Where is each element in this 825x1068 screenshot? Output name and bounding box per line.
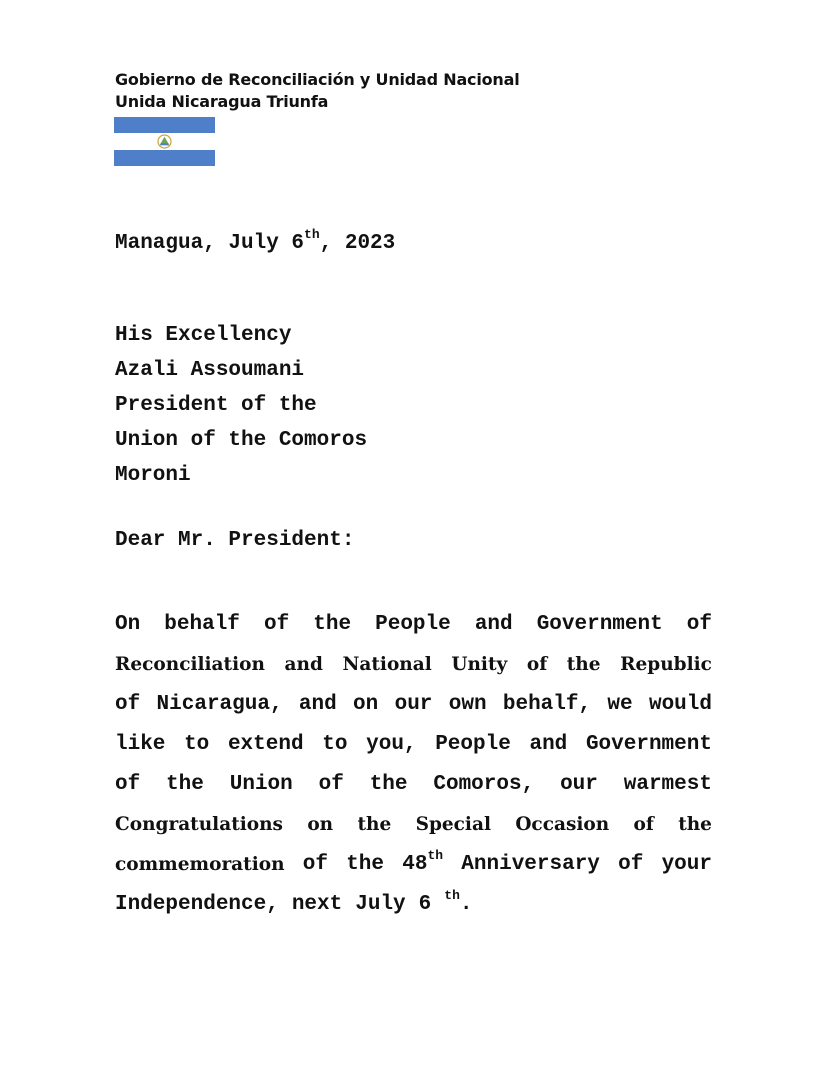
body-word: Reconciliation	[115, 654, 265, 675]
date-year: , 2023	[319, 232, 396, 255]
body-word: our	[394, 693, 433, 716]
independence-day: 6	[418, 893, 432, 916]
body-line-8	[115, 885, 712, 925]
body-word: Anniversary	[461, 853, 600, 876]
body-word: our	[560, 773, 598, 796]
body-word: would	[648, 693, 712, 716]
body-line-3	[115, 685, 712, 725]
body-line-5	[115, 765, 712, 805]
body-word: Nicaragua,	[156, 693, 283, 716]
body-word: of	[633, 814, 654, 835]
body-word: we	[607, 693, 633, 716]
anniversary-ordinal: th	[427, 848, 444, 863]
body-word: the	[369, 773, 408, 796]
body-word: behalf	[164, 613, 240, 636]
body-word: extend	[227, 733, 304, 756]
body-word: warmest	[623, 773, 712, 796]
independence-date	[419, 885, 473, 925]
body-line-6	[115, 805, 712, 845]
body-word: behalf,	[502, 693, 592, 716]
body-word: July	[355, 893, 406, 916]
body-word: to	[322, 733, 348, 756]
salutation: Dear Mr. President:	[115, 529, 355, 552]
body-word: Special	[415, 814, 491, 835]
body-line-2	[115, 645, 712, 685]
body-word: On	[115, 613, 141, 636]
letterhead-government-name: Gobierno de Reconciliación y Unidad Nacional	[115, 70, 520, 89]
body-word: own	[448, 693, 487, 716]
body-word: National	[342, 654, 432, 675]
body-word: commemoration	[115, 854, 285, 875]
body-word: next	[291, 893, 343, 916]
date-prefix: Managua, July 6	[115, 232, 305, 255]
body-word: Republic	[620, 654, 712, 675]
body-word: of	[318, 773, 344, 796]
body-word: Comoros,	[433, 773, 535, 796]
body-word: you,	[366, 733, 417, 756]
body-word: Government	[536, 613, 663, 636]
letter-date	[115, 229, 395, 259]
body-word: the	[166, 773, 204, 796]
body-word: and	[529, 733, 568, 756]
body-word: and	[284, 654, 323, 675]
body-word: Congratulations	[115, 814, 283, 835]
date-ordinal: th	[304, 227, 320, 242]
body-word: and	[298, 693, 337, 716]
body-word: on	[307, 814, 334, 835]
body-line-4	[115, 725, 712, 765]
body-word: Union	[229, 773, 293, 796]
recipient-block	[115, 318, 367, 493]
body-word: and	[474, 613, 513, 636]
body-word: of	[618, 853, 644, 876]
body-word: Independence,	[115, 893, 279, 916]
body-line-1	[115, 605, 712, 645]
body-word: the	[346, 853, 385, 876]
body-word: the	[678, 814, 712, 835]
recipient-line: His Excellency	[115, 324, 292, 347]
sentence-period: .	[459, 893, 473, 916]
body-word: the	[566, 654, 601, 675]
body-word: like	[115, 733, 166, 756]
anniversary-number-value: 48	[402, 853, 428, 876]
letterhead	[115, 69, 520, 113]
recipient-line: Union of the Comoros	[115, 429, 368, 452]
body-word: on	[353, 693, 379, 716]
body-word: of	[686, 613, 712, 636]
recipient-line: Moroni	[115, 464, 191, 487]
body-word: your	[661, 853, 712, 876]
independence-ordinal: th	[444, 888, 460, 903]
body-word: Occasion	[515, 814, 610, 835]
letter-body	[115, 605, 712, 925]
body-word: of	[302, 853, 328, 876]
body-word: of	[115, 693, 141, 716]
recipient-line: President of the	[115, 394, 317, 417]
body-word: the	[313, 613, 352, 636]
body-line-7	[115, 845, 712, 885]
body-word: of	[526, 654, 548, 675]
body-word: the	[357, 814, 392, 835]
body-word: People	[375, 613, 451, 636]
recipient-line: Azali Assoumani	[115, 359, 305, 382]
body-word: People	[435, 733, 511, 756]
body-word: to	[184, 733, 210, 756]
nicaragua-flag-icon	[114, 117, 215, 166]
letterhead-slogan: Unida Nicaragua Triunfa	[115, 92, 329, 111]
anniversary-number	[402, 845, 443, 885]
body-word: Government	[585, 733, 712, 756]
body-word: Unity	[451, 654, 508, 675]
body-word: of	[263, 613, 290, 636]
body-word: of	[115, 773, 141, 796]
